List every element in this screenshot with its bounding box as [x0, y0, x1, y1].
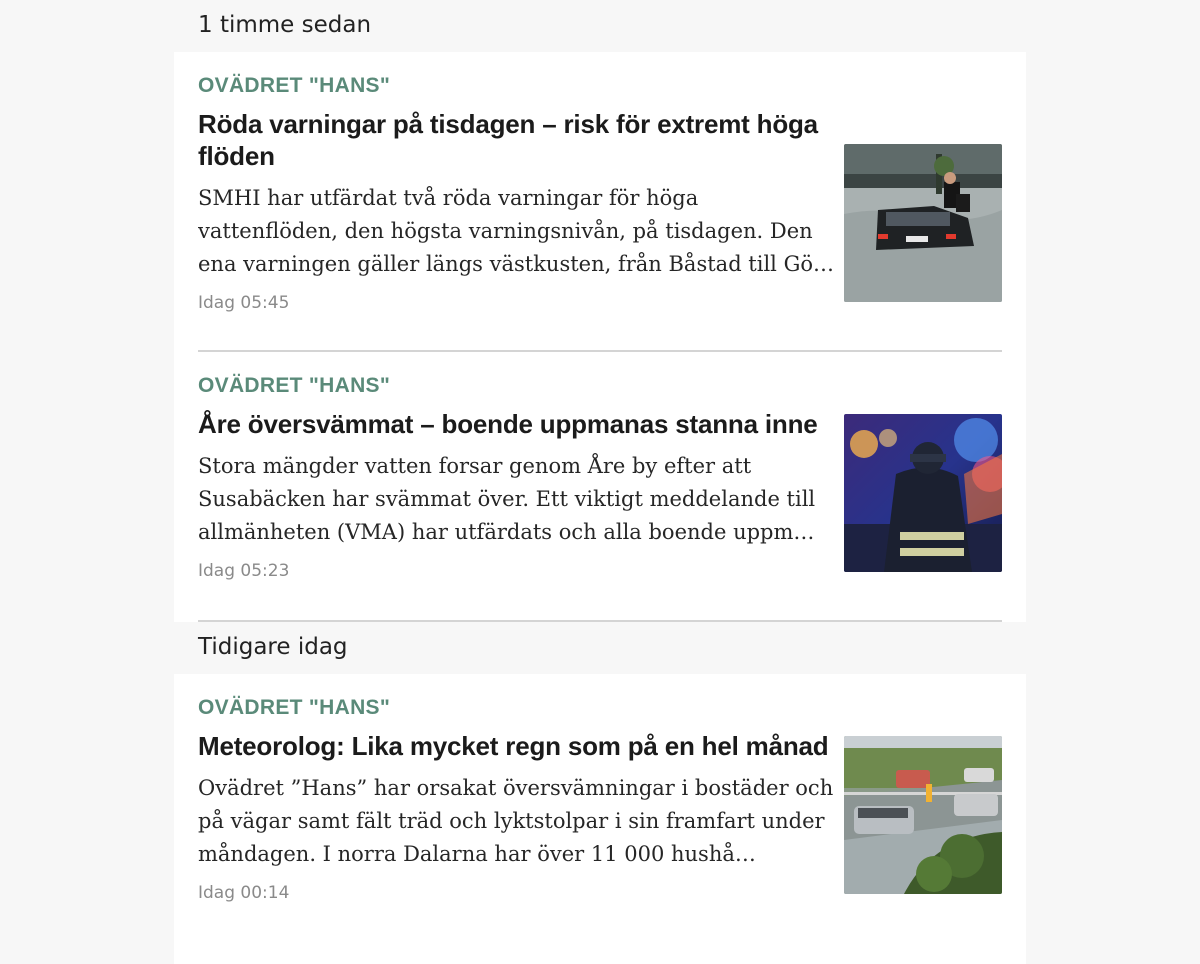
news-feed [174, 0, 1026, 964]
section-card [174, 674, 1026, 964]
article-timestamp: Idag 00:14 [198, 883, 290, 903]
article-headline[interactable]: Röda varningar på tisdagen – risk för extremt höga flöden [198, 109, 818, 171]
section-label: Tidigare idag [198, 634, 348, 660]
firefighter-photo[interactable] [844, 414, 1002, 572]
flooded-road-photo[interactable] [844, 736, 1002, 894]
article-kicker[interactable]: OVÄDRET "HANS" [198, 74, 391, 97]
article-summary: SMHI har utfärdat två röda varningar för höga vattenflöden, den högsta varningsnivån, på tisdagen. Den ena varningen gäller längs västkusten, från Båstad till Gö… [198, 186, 834, 276]
article-kicker[interactable]: OVÄDRET "HANS" [198, 374, 391, 397]
article-timestamp: Idag 05:45 [198, 293, 290, 313]
flooded-car-photo[interactable] [844, 144, 1002, 302]
article-summary: Ovädret ”Hans” har orsakat översvämningar i bostäder och på vägar samt fält träd och lyktstolpar i sin framfart under måndagen. I norra Dalarna har över 11 000 hushå… [198, 776, 834, 866]
section-label: 1 timme sedan [198, 12, 372, 38]
article-summary: Stora mängder vatten forsar genom Åre by efter att Susabäcken har svämmat över. Ett viktigt meddelande till allmänheten (VMA) har utfärdats och alla boende uppm… [198, 454, 816, 544]
section-card [174, 52, 1026, 622]
article-card[interactable] [174, 52, 1026, 350]
article-headline[interactable]: Åre översvämmat – boende uppmanas stanna inne [198, 409, 818, 439]
article-timestamp: Idag 05:23 [198, 561, 290, 581]
article-headline[interactable]: Meteorolog: Lika mycket regn som på en hel månad [198, 731, 829, 761]
article-kicker[interactable]: OVÄDRET "HANS" [198, 696, 391, 719]
article-card[interactable] [174, 674, 1026, 964]
article-card[interactable] [174, 352, 1026, 620]
